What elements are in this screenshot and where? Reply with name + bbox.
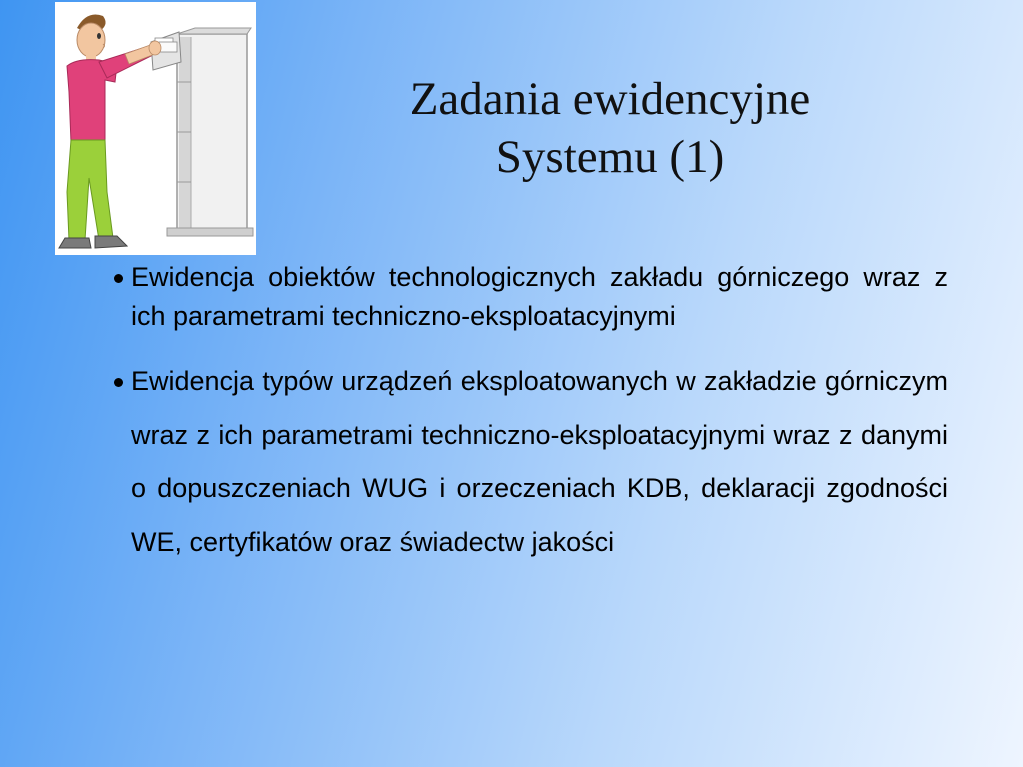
bullet-item [114,355,948,569]
bullet-text: Ewidencja typów urządzeń eksploatowanych w zakładzie górniczym wraz z ich parametrami techniczno-eksploatacyjnymi wraz z danymi o dopuszczeniach WUG i orzeczeniach KDB, deklaracji zgodności WE, certyfikatów oraz świadectw jakości [131,366,948,557]
bullet-dot-icon [114,378,123,387]
person-icon [59,15,161,249]
person-filing-cabinet-illustration [55,2,256,255]
bullet-dot-icon [114,274,123,283]
slide-title-line-1: Zadania ewidencyjne [409,73,811,125]
bullet-text: Ewidencja obiektów technologicznych zakładu górniczego wraz z ich parametrami techniczno-eksploatacyjnymi [131,262,948,331]
slide-title [300,70,920,186]
filing-cabinet-icon [151,28,253,236]
bullet-list [114,258,948,569]
slide-title-line-2: Systemu (1) [495,131,725,183]
bullet-item [114,258,948,335]
